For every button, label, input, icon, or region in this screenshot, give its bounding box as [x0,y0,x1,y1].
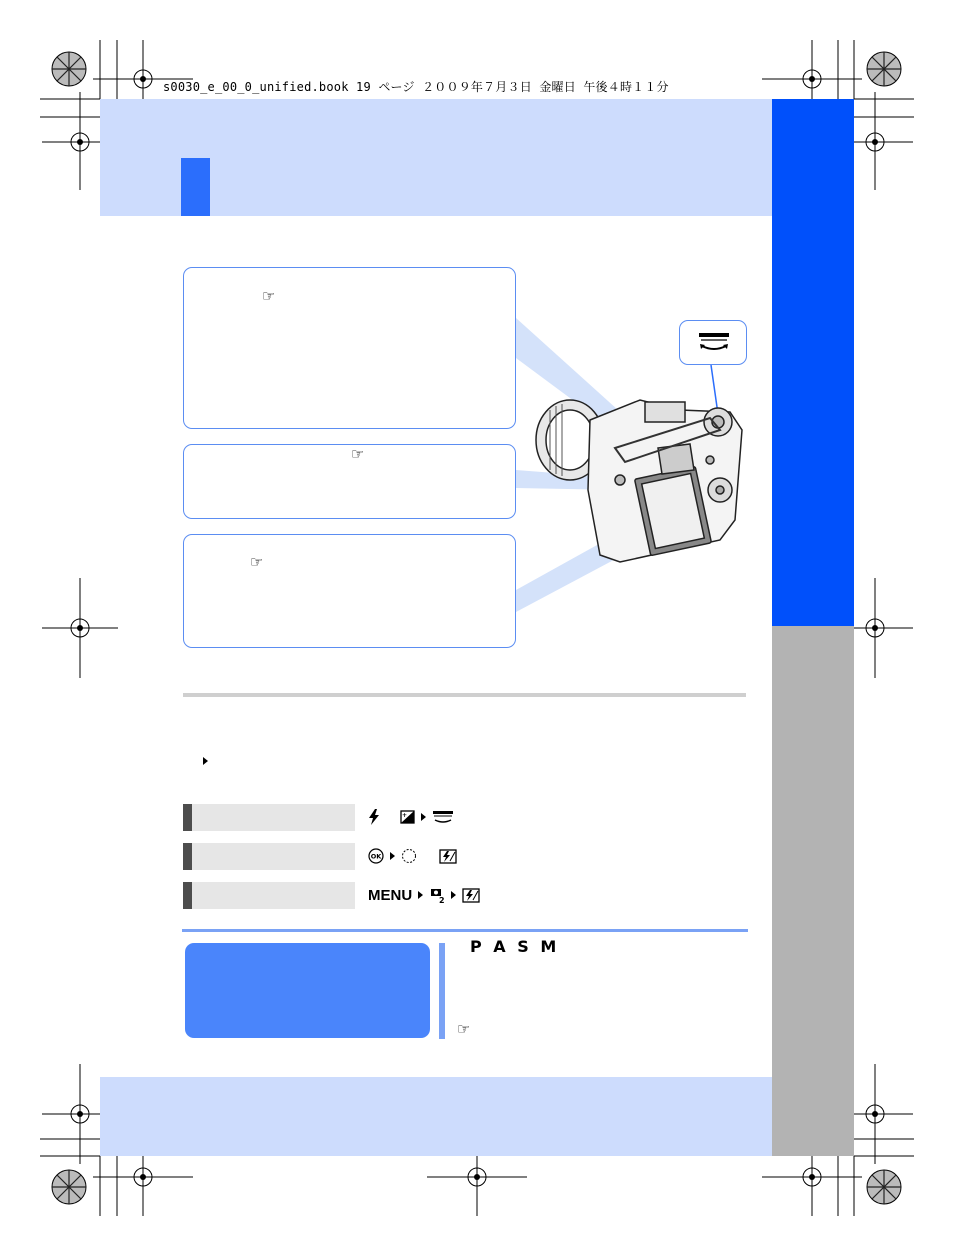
svg-text:OK: OK [370,852,382,861]
callout-box-top [183,267,516,429]
side-tab-blue [772,99,854,626]
flash-compensation-icon [439,849,457,864]
operation-row-value-2 [368,848,457,864]
arrow-icon [451,891,456,899]
ref-icon: ☞ [457,1020,471,1038]
camera-illustration [530,390,750,570]
operation-row-label-2 [183,843,355,870]
operation-row-label-3 [183,882,355,909]
bottom-band [100,1077,772,1156]
dial-icon [697,331,731,355]
arrow-pad-icon [401,848,417,864]
arrow-icon [421,813,426,821]
note-rule [182,929,748,932]
note-vertical-bar [439,943,445,1039]
callout-box-middle [183,444,516,519]
side-tab-gray [772,626,854,1156]
operation-row-value-3 [368,886,480,904]
callout-box-bottom [183,534,516,648]
svg-text:+: + [402,812,408,819]
shooting-modes: P A S M [470,937,560,956]
menu-button-label: MENU [368,886,413,904]
ok-button-icon [368,848,384,864]
arrow-icon [390,852,395,860]
note-box [185,943,430,1038]
ref-icon: ☞ [250,553,264,571]
flash-compensation-icon [462,888,480,903]
ref-icon: ☞ [351,445,365,463]
arrow-icon [418,891,423,899]
bullet-arrow-icon [203,757,208,765]
operation-row-label-1 [183,804,355,831]
dial-icon [432,810,454,824]
dial-callout [679,320,747,365]
title-tab [181,158,210,216]
custom-menu-2-icon [429,886,445,904]
print-header: s0030_e_00_0_unified.book 19 ページ ２００９年７月３日 金曜日 午後４時１１分 [163,80,669,94]
svg-text:2: 2 [439,896,445,904]
flash-icon [368,809,380,825]
section-divider [183,693,746,697]
operation-row-value-1 [368,809,454,825]
exposure-compensation-icon [400,810,415,824]
ref-icon: ☞ [262,287,276,305]
